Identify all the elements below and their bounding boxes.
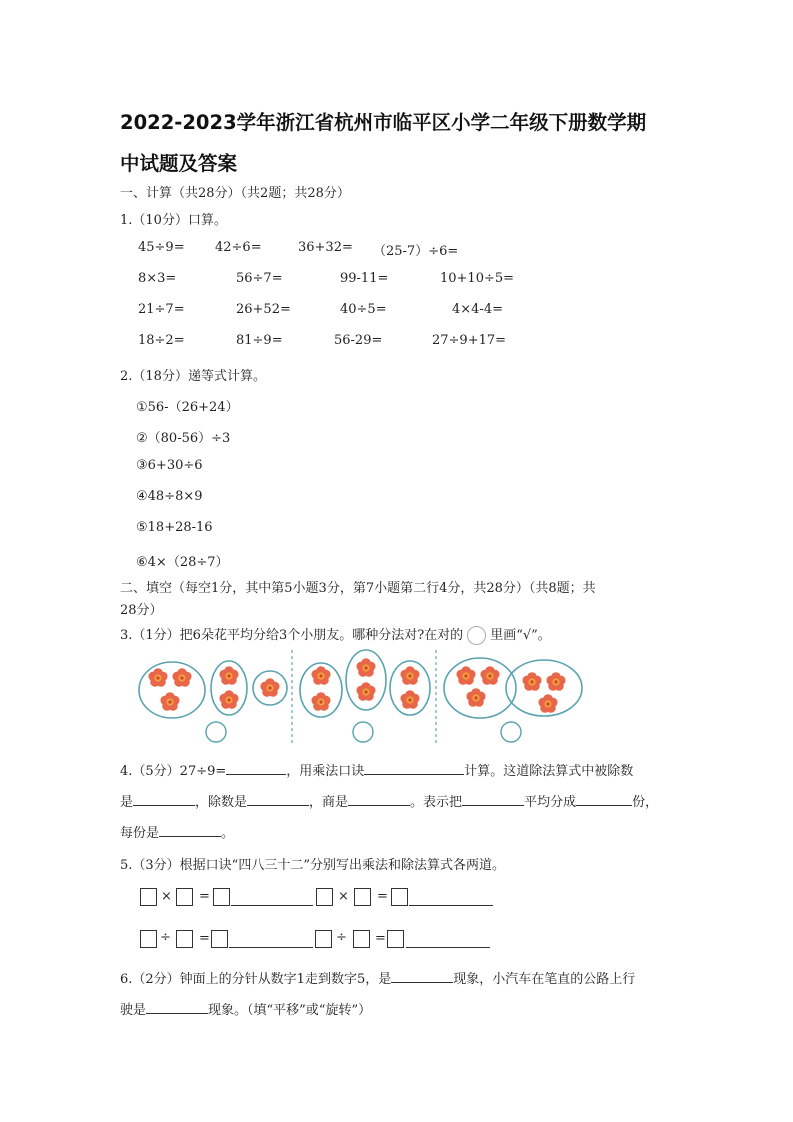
answer-box[interactable] — [391, 888, 408, 906]
q1-item: 36+32= — [298, 240, 353, 255]
page-title-line-1: 2022-2023学年浙江省杭州市临平区小学二年级下册数学期 — [120, 111, 647, 134]
answer-box[interactable] — [140, 888, 157, 906]
divide-sign: ÷ — [160, 930, 171, 945]
flower-icon — [480, 666, 499, 685]
section-2-heading: 二、填空（每空1分，其中第5小题3分，第7小题第二行4分，共28分）（共8题；共 — [120, 581, 596, 596]
q1-item: 27÷9+17= — [432, 333, 507, 348]
answer-blank[interactable] — [462, 793, 524, 806]
answer-box[interactable] — [354, 888, 371, 906]
answer-box[interactable] — [315, 930, 332, 948]
q1-item: 10+10÷5= — [440, 271, 515, 286]
equals-sign: = — [199, 931, 210, 946]
answer-circle-c — [501, 722, 521, 742]
answer-blank[interactable] — [348, 793, 410, 806]
answer-line[interactable] — [406, 947, 490, 948]
option-b — [300, 650, 430, 742]
answer-box[interactable] — [213, 888, 230, 906]
equals-sign: = — [375, 931, 386, 946]
flower-icon — [219, 666, 238, 685]
q3-stem-before: 3.（1分）把6朵花平均分给3个小朋友。哪种分法对?在对的 — [120, 628, 464, 643]
answer-box[interactable] — [140, 930, 157, 948]
flower-icon — [311, 692, 330, 711]
flower-icon — [546, 672, 565, 691]
q4-text: 计算。这道除法算式中被除数 — [464, 764, 634, 779]
q4-text: 是 — [120, 795, 134, 810]
answer-box[interactable] — [176, 930, 193, 948]
q4-line-1 — [120, 760, 633, 779]
q1-item: 81÷9= — [236, 333, 283, 348]
section-1-heading: 一、计算（共28分）（共2题；共28分） — [120, 186, 350, 201]
answer-blank[interactable] — [576, 793, 632, 806]
answer-circle-icon — [467, 626, 486, 645]
q4-line-3 — [120, 822, 234, 841]
q6-text: 驶是 — [120, 1003, 147, 1018]
q4-text: ，商是 — [309, 795, 349, 810]
q1-item: 45÷9= — [138, 240, 185, 255]
q1-item: 56-29= — [334, 333, 383, 348]
option-a — [139, 661, 287, 742]
q6-line-1 — [120, 968, 635, 987]
q1-item: 40÷5= — [340, 302, 387, 317]
q4-text: 。 — [221, 826, 235, 841]
flower-icon — [522, 672, 541, 691]
times-sign: × — [161, 889, 172, 904]
q2-item: ⑤18+28-16 — [136, 520, 213, 535]
q3-stem-after: 里画“√”。 — [490, 628, 551, 643]
q1-item: 18÷2= — [138, 333, 185, 348]
q1-item: 99-11= — [340, 271, 389, 286]
q1-item: 56÷7= — [236, 271, 283, 286]
q4-text: ，用乘法口诀 — [286, 764, 365, 779]
flower-icon — [260, 678, 279, 697]
section-2-heading-cont: 28分） — [120, 603, 163, 618]
flower-icon — [160, 692, 179, 711]
q3-stem — [120, 624, 551, 645]
equals-sign: = — [199, 889, 210, 904]
q4-text: 每份是 — [120, 826, 160, 841]
answer-line[interactable] — [229, 947, 313, 948]
answer-blank[interactable] — [146, 1001, 208, 1014]
answer-box[interactable] — [176, 888, 193, 906]
q6-text: 6.（2分）钟面上的分针从数字1走到数字5，是 — [120, 972, 392, 987]
answer-circle-b — [353, 722, 373, 742]
q1-stem: 1.（10分）口算。 — [120, 213, 227, 228]
q4-line-2 — [120, 791, 658, 810]
q1-item: （25-7）÷6= — [373, 244, 459, 259]
q4-text: 平均分成 — [524, 795, 577, 810]
q5-stem: 5.（3分）根据口诀“四八三十二”分别写出乘法和除法算式各两道。 — [120, 858, 505, 873]
q2-item: ①56-（26+24） — [136, 400, 239, 415]
q6-text: 现象。（填“平移”或“旋转”） — [208, 1003, 372, 1018]
equals-sign: = — [377, 889, 388, 904]
divide-sign: ÷ — [336, 930, 347, 945]
answer-blank[interactable] — [364, 762, 464, 775]
q2-item: ②（80-56）÷3 — [136, 431, 231, 446]
q2-item: ④48÷8×9 — [136, 489, 203, 504]
flower-icon — [456, 666, 475, 685]
flower-icon — [400, 666, 419, 685]
flower-icon — [356, 682, 375, 701]
q4-text: ，除数是 — [195, 795, 248, 810]
answer-box[interactable] — [211, 930, 228, 948]
q1-item: 42÷6= — [215, 240, 262, 255]
q1-item: 21÷7= — [138, 302, 185, 317]
answer-blank[interactable] — [159, 824, 221, 837]
answer-box[interactable] — [353, 930, 370, 948]
answer-box[interactable] — [387, 930, 404, 948]
q1-item: 26+52= — [236, 302, 291, 317]
flower-icon — [356, 658, 375, 677]
option-c — [444, 658, 582, 742]
flower-icon — [172, 668, 191, 687]
q2-item: ⑥4×（28÷7） — [136, 555, 229, 570]
q2-stem: 2.（18分）递等式计算。 — [120, 369, 266, 384]
flower-icon — [400, 690, 419, 709]
flower-icon — [466, 688, 485, 707]
page-title-line-2: 中试题及答案 — [120, 152, 238, 175]
answer-blank[interactable] — [133, 793, 195, 806]
q6-text: 现象，小汽车在笔直的公路上行 — [453, 972, 636, 987]
answer-blank[interactable] — [391, 970, 453, 983]
times-sign: × — [338, 889, 349, 904]
q2-item: ③6+30÷6 — [136, 458, 203, 473]
q6-line-2 — [120, 999, 371, 1018]
q3-flower-illustration — [130, 648, 590, 748]
flower-icon — [148, 668, 167, 687]
answer-blank[interactable] — [247, 793, 309, 806]
flower-icon — [219, 690, 238, 709]
answer-blank[interactable] — [226, 762, 286, 775]
q1-item: 8×3= — [138, 271, 177, 286]
q1-item: 4×4-4= — [452, 302, 503, 317]
answer-box[interactable] — [316, 888, 333, 906]
answer-line[interactable] — [231, 905, 313, 906]
q4-text: 4.（5分）27÷9= — [120, 764, 227, 779]
q4-text: 份， — [632, 795, 659, 810]
q4-text: 。表示把 — [410, 795, 463, 810]
answer-line[interactable] — [409, 905, 493, 906]
answer-circle-a — [206, 722, 226, 742]
flower-icon — [311, 666, 330, 685]
flower-icon — [538, 694, 557, 713]
